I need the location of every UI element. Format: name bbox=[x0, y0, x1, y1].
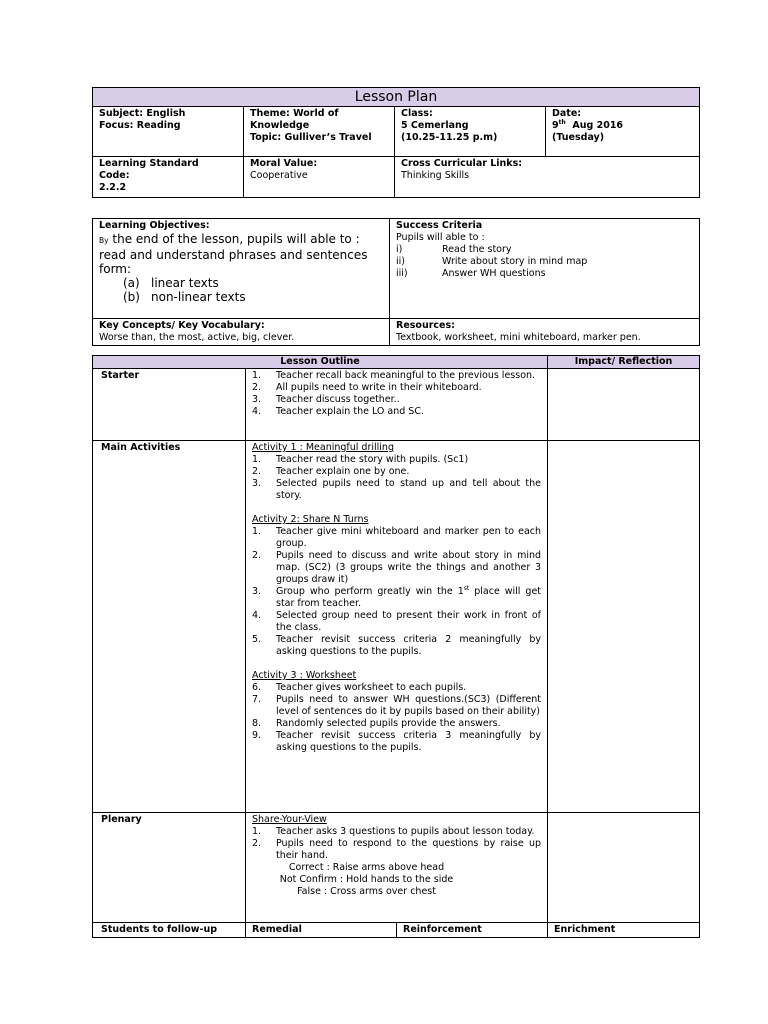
plenary-step: 1. Teacher asks 3 questions to pupils about lesson today. bbox=[252, 826, 535, 837]
date-label: Date: bbox=[552, 108, 582, 119]
starter-reflection bbox=[548, 369, 700, 441]
code-value: 2.2.2 bbox=[99, 182, 127, 193]
activity-1-step: 3. Selected pupils need to stand up and tell about the story. bbox=[252, 478, 542, 501]
plenary-step: 2. Pupils need to respond to the questions by raise up their hand. bbox=[252, 838, 542, 861]
key-vocabulary-label: Key Concepts/ Key Vocabulary: bbox=[99, 320, 265, 331]
objectives-table bbox=[92, 218, 700, 346]
plenary-reflection bbox=[548, 813, 700, 923]
cross-curricular-text: Thinking Skills bbox=[401, 170, 470, 181]
class-time: (10.25-11.25 p.m) bbox=[401, 132, 498, 143]
activity-2-step: 3. Group who perform greatly win the 1st place will get star from teacher. bbox=[252, 584, 542, 609]
activity-2-title: Activity 2: Share N Turns bbox=[252, 514, 369, 525]
lesson-header-table bbox=[92, 87, 700, 198]
cross-curricular-label: Cross Curricular Links: bbox=[401, 158, 523, 169]
success-criteria-intro: Pupils will able to : bbox=[396, 232, 485, 243]
activity-2-step: 4. Selected group need to present their work in front of the class. bbox=[252, 610, 542, 633]
class-label: Class: bbox=[401, 108, 433, 119]
plenary-signal-line: Correct : Raise arms above head bbox=[288, 862, 445, 873]
starter-step: 4. Teacher explain the LO and SC. bbox=[252, 406, 424, 417]
date-value: 9th Aug 2016 bbox=[552, 118, 624, 131]
activity-1-title: Activity 1 : Meaningful drilling bbox=[252, 442, 394, 453]
lesson-outline-table bbox=[92, 355, 700, 938]
plenary-label: Plenary bbox=[93, 813, 246, 923]
activity-2-step: 1. Teacher give mini whiteboard and marker pen to each group. bbox=[252, 526, 542, 549]
class-cell bbox=[395, 107, 546, 157]
objective-item: (a) linear texts bbox=[123, 276, 219, 290]
subject-cell bbox=[93, 107, 244, 157]
criteria-item: i) Read the story bbox=[396, 244, 512, 255]
success-criteria-label: Success Criteria bbox=[396, 220, 483, 231]
main-activities-label: Main Activities bbox=[93, 441, 246, 813]
activity-3-step: 8. Randomly selected pupils provide the answers. bbox=[252, 718, 501, 729]
activity-3-title: Activity 3 : Worksheet bbox=[252, 670, 357, 681]
theme-cell bbox=[244, 107, 395, 157]
date-cell bbox=[546, 107, 700, 157]
main-activities-content bbox=[246, 441, 548, 813]
learning-objectives-cell bbox=[93, 219, 390, 319]
plenary-content bbox=[246, 813, 548, 923]
plenary-title: Share-Your-View bbox=[252, 814, 327, 825]
main-activities-reflection bbox=[548, 441, 700, 813]
starter-step: 1. Teacher recall back meaningful to the previous lesson. bbox=[252, 370, 536, 381]
starter-step: 2. All pupils need to write in their whiteboard. bbox=[252, 382, 482, 393]
impact-reflection-heading: Impact/ Reflection bbox=[548, 356, 700, 369]
code-label: Code: bbox=[99, 170, 130, 181]
learning-standard-cell bbox=[93, 157, 244, 198]
activity-2-step: 5. Teacher revisit success criteria 2 meaningfully by asking questions to the pupils. bbox=[252, 634, 542, 657]
learning-objectives-intro: By the end of the lesson, pupils will able to : read and understand phrases and sentences form: bbox=[99, 232, 368, 276]
learning-standard-label: Learning Standard bbox=[99, 158, 199, 169]
criteria-item: iii) Answer WH questions bbox=[396, 268, 546, 279]
starter-step: 3. Teacher discuss together.. bbox=[252, 394, 400, 405]
activity-2-step: 2. Pupils need to discuss and write about story in mind map. (SC2) (3 groups write the things and another 3 groups draw it) bbox=[252, 550, 542, 585]
focus-text: Focus: Reading bbox=[99, 120, 181, 131]
moral-value-cell bbox=[244, 157, 395, 198]
moral-value-label: Moral Value: bbox=[250, 158, 318, 169]
resources-label: Resources: bbox=[396, 320, 455, 331]
resources-cell bbox=[390, 319, 700, 346]
activity-3-step: 7. Pupils need to answer WH questions.(SC3) (Different level of sentences do it by pupils based on their ability) bbox=[252, 694, 542, 717]
resources-text: Textbook, worksheet, mini whiteboard, marker pen. bbox=[396, 332, 641, 343]
enrichment-label: Enrichment bbox=[548, 923, 700, 938]
learning-objectives-label: Learning Objectives: bbox=[99, 220, 210, 231]
cross-curricular-cell bbox=[395, 157, 700, 198]
key-vocabulary-cell bbox=[93, 319, 390, 346]
plenary-signal-line: Not Confirm : Hold hands to the side bbox=[279, 874, 454, 885]
reinforcement-label: Reinforcement bbox=[397, 923, 548, 938]
class-name: 5 Cemerlang bbox=[401, 120, 469, 131]
moral-value-text: Cooperative bbox=[250, 170, 308, 181]
starter-label: Starter bbox=[93, 369, 246, 441]
success-criteria-cell bbox=[390, 219, 700, 319]
plenary-signal-line: False : Cross arms over chest bbox=[297, 886, 436, 897]
topic-text: Topic: Gulliver’s Travel bbox=[250, 132, 372, 143]
date-weekday: (Tuesday) bbox=[552, 132, 605, 143]
starter-content bbox=[246, 369, 548, 441]
lesson-outline-heading: Lesson Outline bbox=[93, 356, 548, 369]
remedial-label: Remedial bbox=[246, 923, 397, 938]
activity-3-step: 6. Teacher gives worksheet to each pupils. bbox=[252, 682, 467, 693]
criteria-item: ii) Write about story in mind map bbox=[396, 256, 588, 267]
activity-3-step: 9. Teacher revisit success criteria 3 meaningfully by asking questions to the pupils. bbox=[252, 730, 542, 753]
activity-1-step: 1. Teacher read the story with pupils. (Sc1) bbox=[252, 454, 469, 465]
subject-text: Subject: English bbox=[99, 108, 186, 119]
theme-text: Theme: World of Knowledge bbox=[250, 108, 339, 131]
key-vocabulary-text: Worse than, the most, active, big, clever. bbox=[99, 332, 295, 343]
page-title: Lesson Plan bbox=[93, 88, 700, 107]
objective-item: (b) non-linear texts bbox=[123, 290, 246, 304]
activity-1-step: 2. Teacher explain one by one. bbox=[252, 466, 410, 477]
followup-label: Students to follow-up bbox=[93, 923, 246, 938]
